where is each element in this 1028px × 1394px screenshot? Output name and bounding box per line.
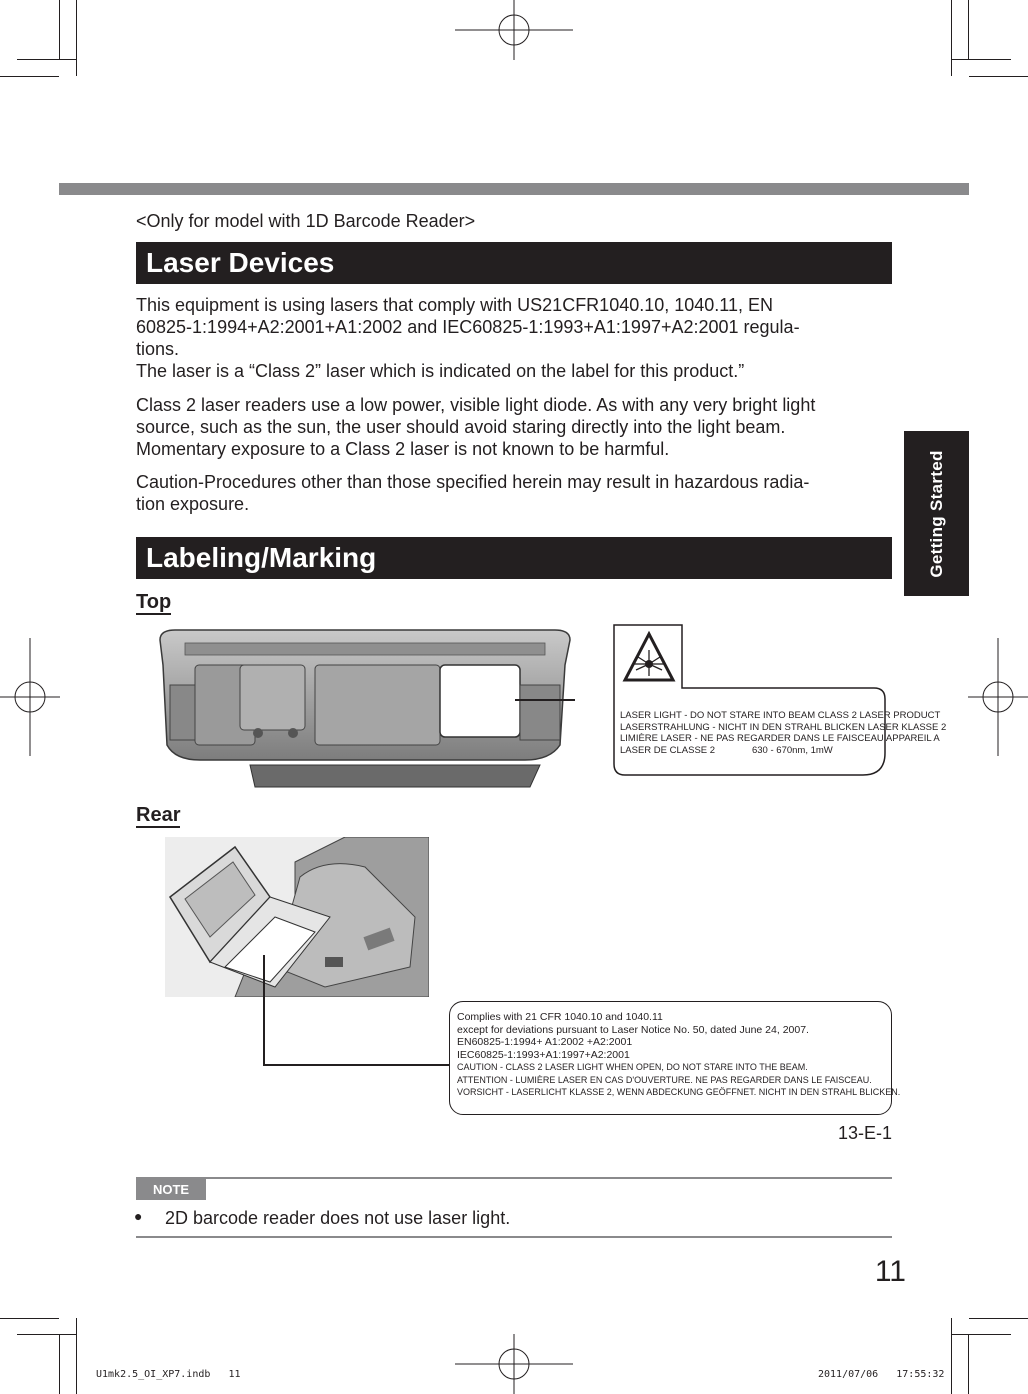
text-line: LASER LIGHT - DO NOT STARE INTO BEAM CLASS 2 LASER PRODUCT [620, 710, 941, 721]
text-line: 60825-1:1994+A2:2001+A1:2002 and IEC60825-1:1993+A1:1997+A2:2001 regula- [136, 317, 800, 337]
text-line: Caution-Procedures other than those specified herein may result in hazardous radia- [136, 472, 810, 492]
text-line: The laser is a “Class 2” laser which is indicated on the label for this product.” [136, 361, 745, 381]
note-item: 2D barcode reader does not use laser light. [165, 1208, 511, 1228]
text-line: except for deviations pursuant to Laser Notice No. 50, dated June 24, 2007. [457, 1023, 809, 1036]
rear-view-label: Rear [136, 804, 181, 826]
side-tab-label: Getting Started [926, 449, 946, 578]
text-line: tions. [136, 339, 180, 359]
device-top-illustration [155, 625, 575, 790]
laser-paragraph-3 [136, 471, 888, 515]
text-line: Class 2 laser readers use a low power, visible light diode. As with any very bright light [136, 395, 816, 415]
text-line: VORSICHT - LASERLICHT KLASSE 2, WENN ABDECKUNG GEÖFFNET. NICHT IN DEN STRAHL BLICKEN. [457, 1087, 901, 1097]
top-view-label: Top [136, 591, 172, 613]
note-bottom-rule [136, 1236, 892, 1238]
laser-label-top-text [620, 710, 946, 756]
note-rule [136, 1177, 892, 1179]
text-line: tion exposure. [136, 494, 250, 514]
text-line: Complies with 21 CFR 1040.10 and 1040.11 [457, 1011, 663, 1023]
side-tab [904, 431, 969, 596]
text-line: IEC60825-1:1993+A1:1997+A2:2001 [457, 1048, 630, 1061]
text-line: ATTENTION - LUMIÈRE LASER EN CAS D'OUVERTURE. NE PAS REGARDER DANS LE FAISCEAU. [457, 1074, 872, 1085]
laser-paragraph-2 [136, 394, 888, 460]
laser-label-rear-text [457, 1011, 900, 1099]
text-line: CAUTION - CLASS 2 LASER LIGHT WHEN OPEN, DO NOT STARE INTO THE BEAM. [457, 1062, 808, 1072]
registration-mark-icon [455, 1334, 573, 1394]
footer-timestamp: 2011/07/06 17:55:32 [818, 1369, 945, 1380]
text-line: LASER DE CLASSE 2 630 - 670nm, 1mW [620, 744, 833, 756]
laser-paragraph-1 [136, 294, 888, 382]
registration-mark-icon [0, 638, 60, 756]
text-line: source, such as the sun, the user should avoid staring directly into the light beam. [136, 417, 786, 437]
page-number: 11 [874, 1255, 906, 1288]
reference-code: 13-E-1 [837, 1123, 892, 1143]
text-line: Momentary exposure to a Class 2 laser is not known to be harmful. [136, 439, 670, 459]
registration-mark-icon [455, 0, 573, 60]
section-heading-labeling-marking: Labeling/Marking [136, 537, 892, 579]
laser-warning-icon [622, 630, 676, 686]
text-line: LASERSTRAHLUNG - NICHT IN DEN STRAHL BLICKEN LASER KLASSE 2 [620, 721, 947, 733]
model-note: <Only for model with 1D Barcode Reader> [136, 211, 476, 231]
registration-mark-icon [968, 638, 1028, 756]
text-line: EN60825-1:1994+ A1:2002 +A2:2001 [457, 1036, 633, 1048]
footer-file: U1mk2.5_OI_XP7.indb 11 [96, 1369, 241, 1380]
bullet-icon: ● [134, 1208, 143, 1224]
text-line: LIMIÈRE LASER - NE PAS REGARDER DANS LE FAISCEAU APPAREIL A [620, 733, 940, 744]
note-tag: NOTE [136, 1179, 206, 1200]
text-line: This equipment is using lasers that comply with US21CFR1040.10, 1040.11, EN [136, 295, 773, 315]
section-heading-laser-devices: Laser Devices [136, 242, 892, 284]
top-rule [59, 183, 969, 195]
rear-label-leader-line [260, 955, 460, 1070]
